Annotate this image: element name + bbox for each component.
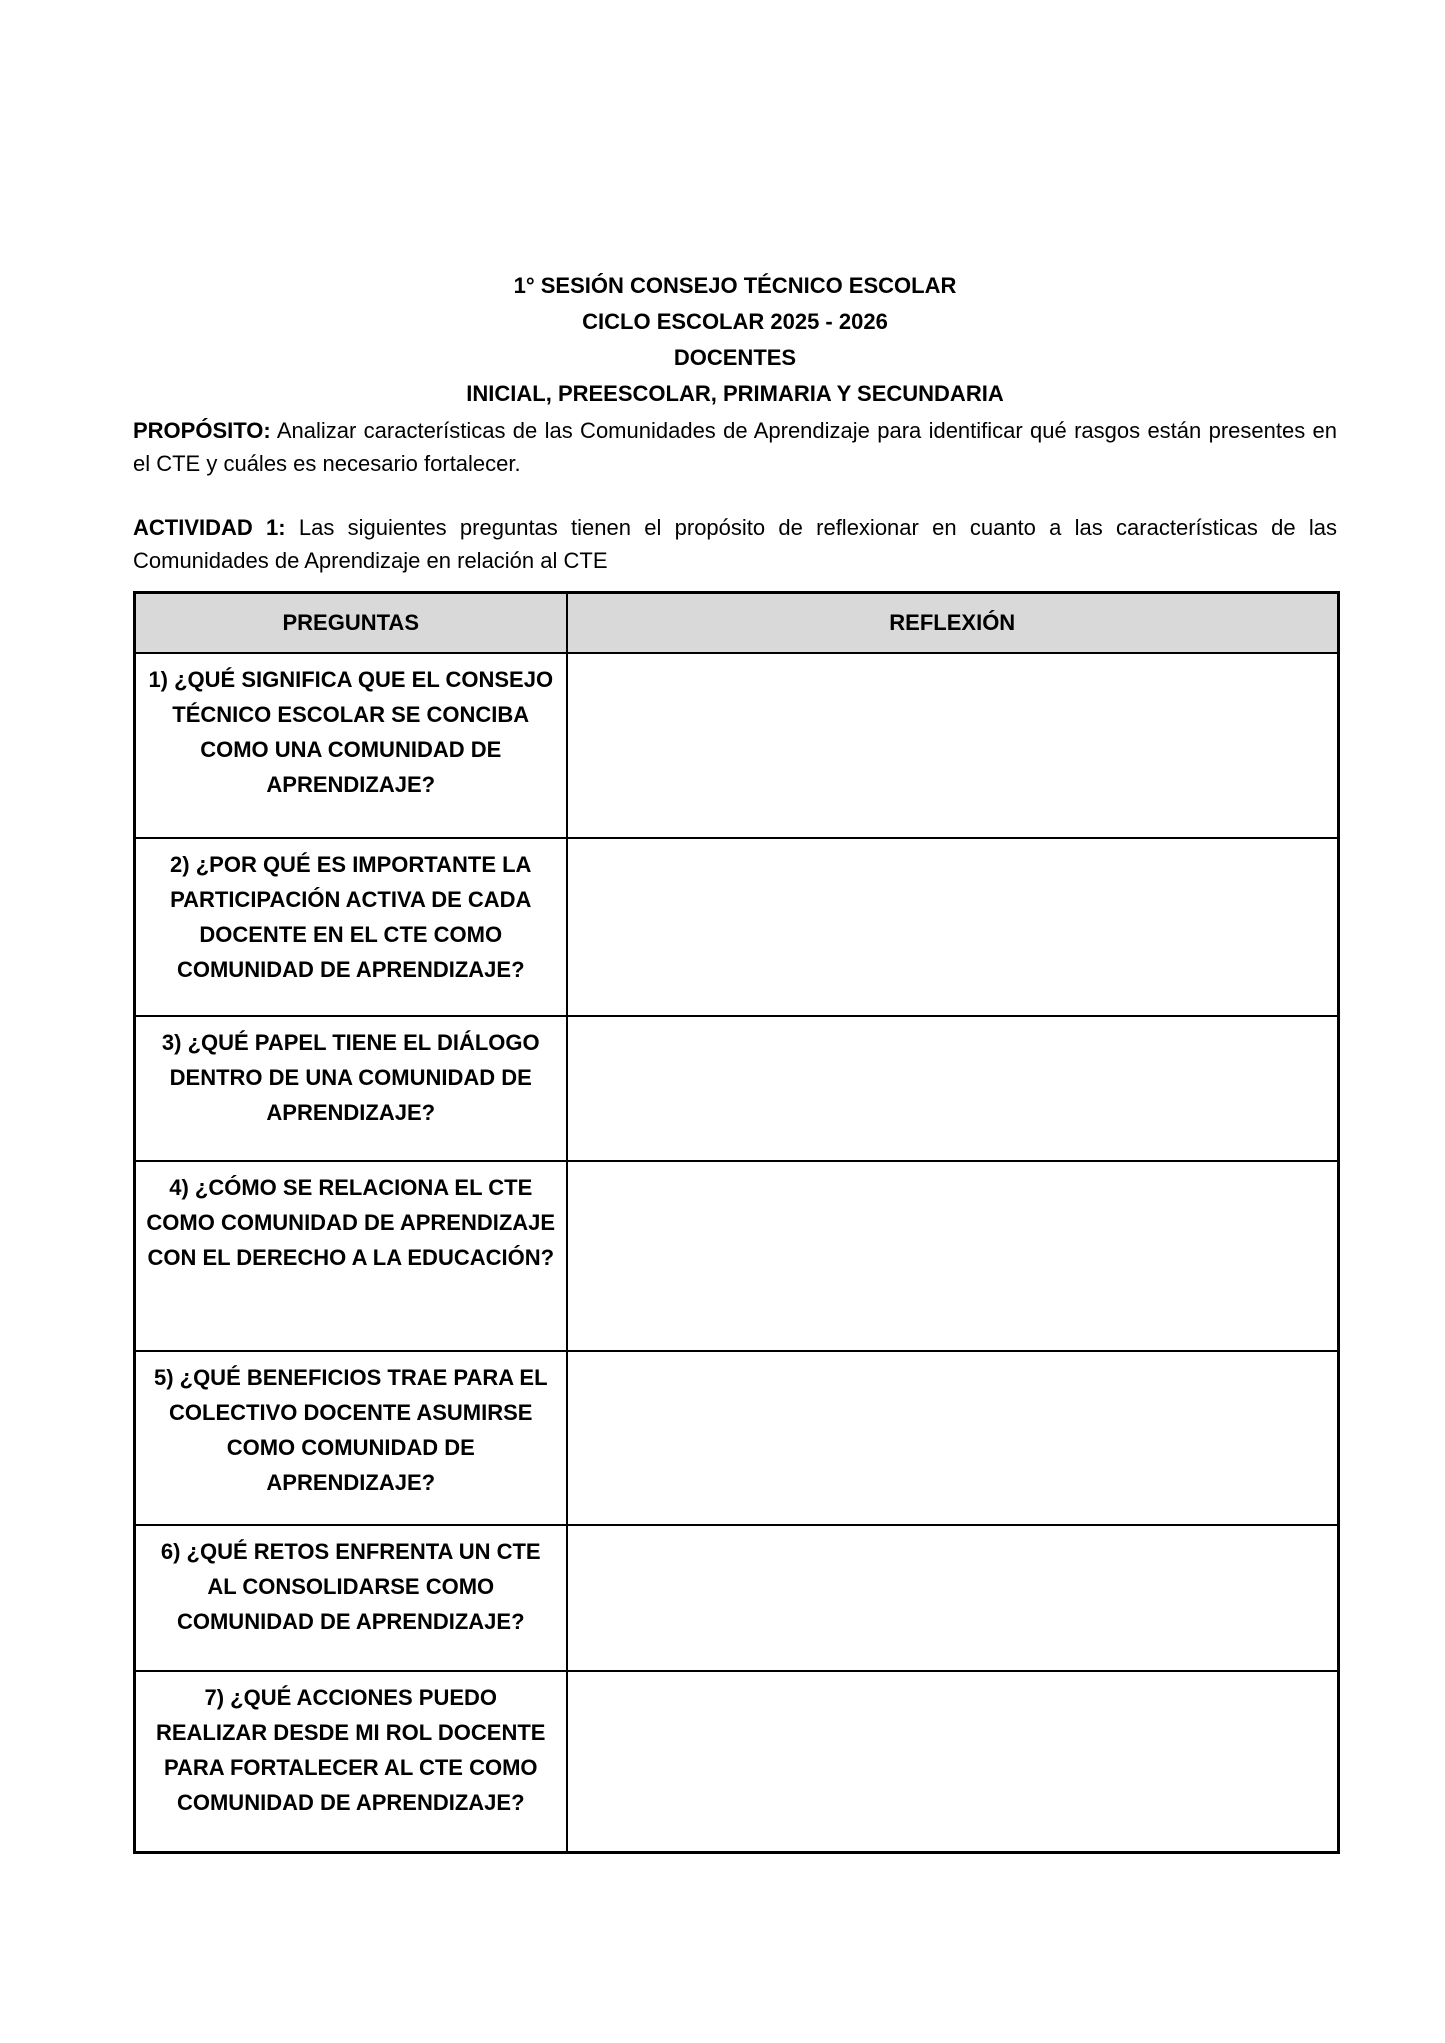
- reflection-cell: [567, 1161, 1339, 1351]
- table-row: [135, 1161, 1339, 1351]
- table-header-reflexion: REFLEXIÓN: [567, 593, 1339, 653]
- reflection-cell: [567, 1351, 1339, 1525]
- reflection-cell: [567, 1525, 1339, 1671]
- reflection-cell: [567, 1671, 1339, 1853]
- title-line-cycle: CICLO ESCOLAR 2025 - 2026: [582, 309, 888, 334]
- table-row: [135, 1016, 1339, 1161]
- document-content: [133, 268, 1337, 1854]
- table-row: [135, 838, 1339, 1016]
- actividad-text: Las siguientes preguntas tienen el propósito de reflexionar en cuanto a las características de las Comunidades de Aprendizaje en relación al CTE: [133, 515, 1337, 573]
- question-cell: 4) ¿CÓMO SE RELACIONA EL CTE COMO COMUNIDAD DE APRENDIZAJE CON EL DERECHO A LA EDUCACIÓN?: [135, 1161, 567, 1351]
- actividad-label: ACTIVIDAD 1:: [133, 515, 286, 540]
- table-header-row: [135, 593, 1339, 653]
- questions-table: [133, 591, 1340, 1854]
- question-cell: 6) ¿QUÉ RETOS ENFRENTA UN CTE AL CONSOLIDARSE COMO COMUNIDAD DE APRENDIZAJE?: [135, 1525, 567, 1671]
- table-header-preguntas: PREGUNTAS: [135, 593, 567, 653]
- question-cell: 7) ¿QUÉ ACCIONES PUEDO REALIZAR DESDE MI ROL DOCENTE PARA FORTALECER AL CTE COMO COMUNIDAD DE APRENDIZAJE?: [135, 1671, 567, 1853]
- question-cell: 3) ¿QUÉ PAPEL TIENE EL DIÁLOGO DENTRO DE UNA COMUNIDAD DE APRENDIZAJE?: [135, 1016, 567, 1161]
- proposito-label: PROPÓSITO:: [133, 418, 271, 443]
- reflection-cell: [567, 838, 1339, 1016]
- reflection-cell: [567, 653, 1339, 838]
- question-cell: 5) ¿QUÉ BENEFICIOS TRAE PARA EL COLECTIVO DOCENTE ASUMIRSE COMO COMUNIDAD DE APRENDIZAJE?: [135, 1351, 567, 1525]
- question-cell: 1) ¿QUÉ SIGNIFICA QUE EL CONSEJO TÉCNICO ESCOLAR SE CONCIBA COMO UNA COMUNIDAD DE APRENDIZAJE?: [135, 653, 567, 838]
- proposito-text: Analizar características de las Comunidades de Aprendizaje para identificar qué rasgos están presentes en el CTE y cuáles es necesario fortalecer.: [133, 418, 1337, 476]
- table-row: [135, 1525, 1339, 1671]
- reflection-cell: [567, 1016, 1339, 1161]
- actividad-paragraph: [133, 511, 1337, 577]
- table-row: [135, 653, 1339, 838]
- proposito-paragraph: [133, 414, 1337, 480]
- title-line-session: 1° SESIÓN CONSEJO TÉCNICO ESCOLAR: [513, 273, 957, 298]
- table-row: [135, 1351, 1339, 1525]
- document-title: [133, 268, 1337, 412]
- table-row: [135, 1671, 1339, 1853]
- question-cell: 2) ¿POR QUÉ ES IMPORTANTE LA PARTICIPACIÓN ACTIVA DE CADA DOCENTE EN EL CTE COMO COMUNIDAD DE APRENDIZAJE?: [135, 838, 567, 1016]
- questions-table-body: [135, 653, 1339, 1853]
- title-line-docentes: DOCENTES: [673, 345, 797, 370]
- title-line-levels: INICIAL, PREESCOLAR, PRIMARIA Y SECUNDARIA: [466, 381, 1004, 406]
- questions-table-head: [135, 593, 1339, 653]
